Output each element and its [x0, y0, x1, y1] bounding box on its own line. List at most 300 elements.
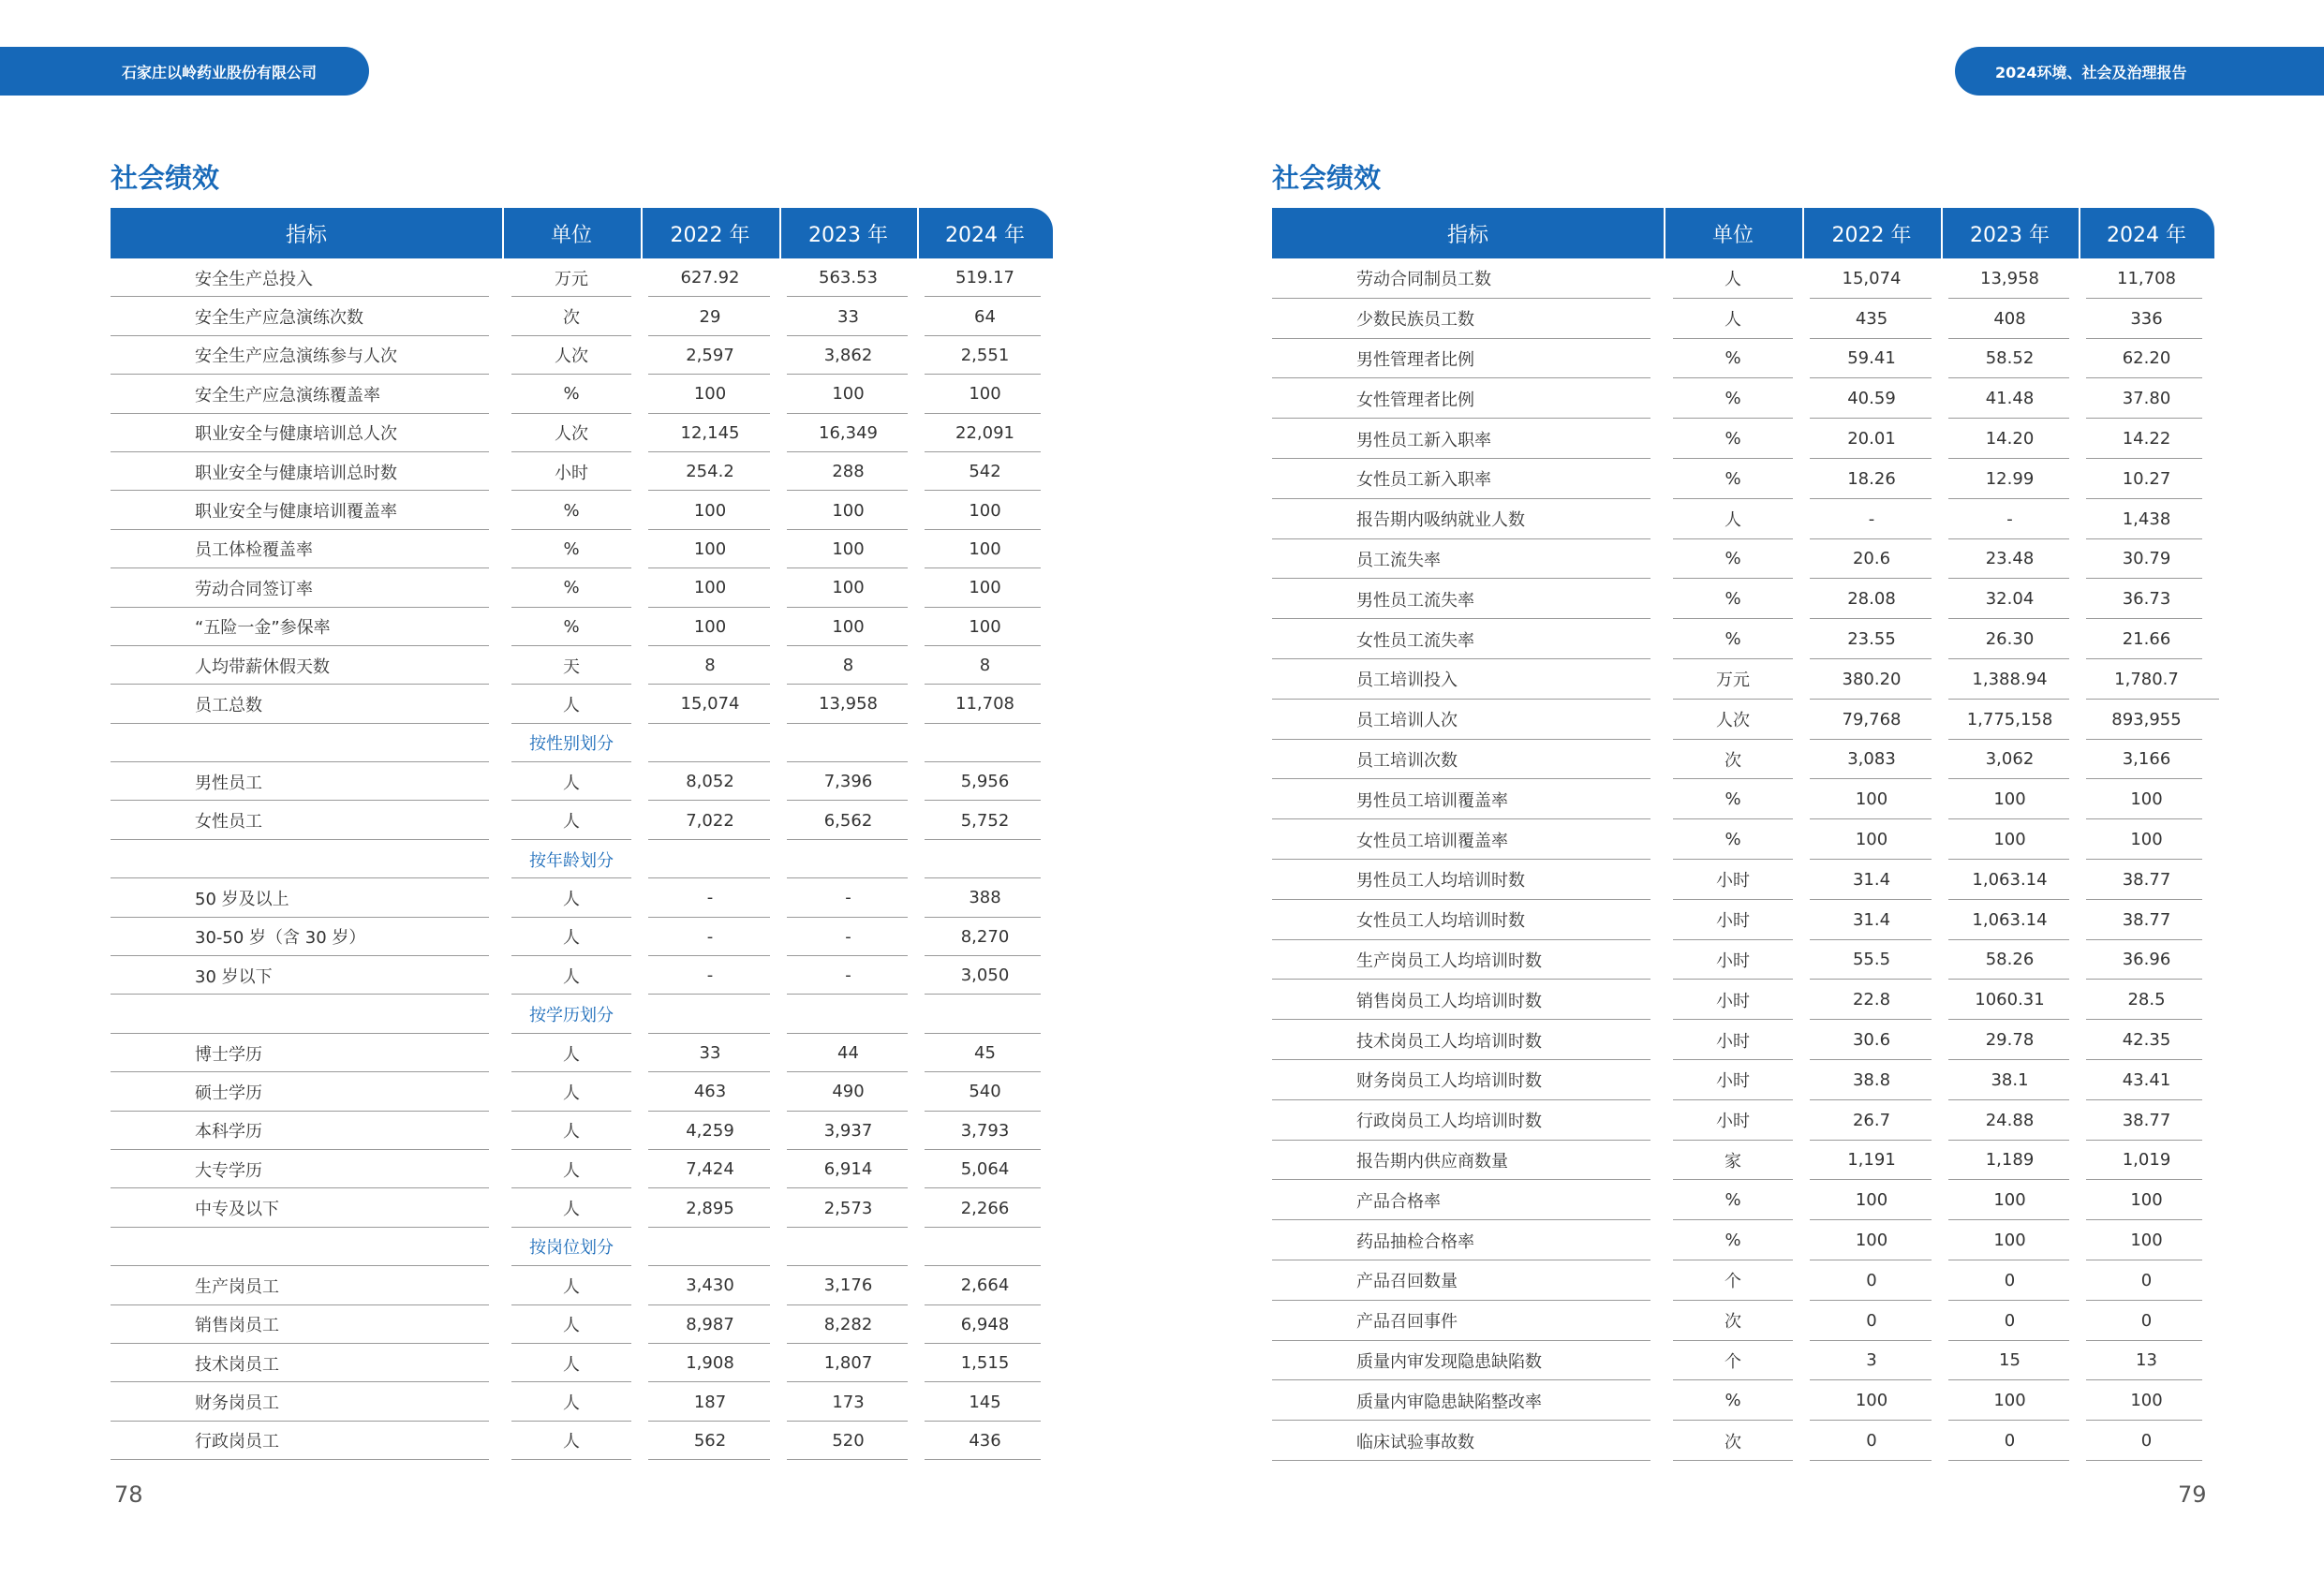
table-row: [1272, 819, 2214, 860]
value-2024: 28.5: [2127, 990, 2166, 1010]
column-header: 2022 年: [1831, 223, 1912, 247]
unit-cell: %: [1724, 348, 1741, 369]
value-2024: 6,948: [960, 1314, 1010, 1334]
header-divider: [917, 208, 919, 258]
value-2023: 1060.31: [1975, 990, 2045, 1010]
unit-cell: %: [1724, 389, 1741, 409]
value-2023: 13,958: [1980, 268, 2039, 288]
indicator-name: 30-50 岁（含 30 岁）: [195, 928, 366, 949]
value-2024: 3,166: [2122, 749, 2171, 770]
value-2024: 2,664: [960, 1275, 1010, 1296]
unit-cell: %: [1724, 429, 1741, 450]
value-2024: 1,019: [2122, 1150, 2171, 1171]
value-2022: 7,022: [686, 810, 734, 831]
value-2023: 33: [837, 306, 859, 327]
indicator-name: 安全生产应急演练覆盖率: [195, 385, 380, 405]
indicator-name: 职业安全与健康培训覆盖率: [195, 502, 397, 523]
table-header: [111, 208, 1053, 258]
left-page-number: 78: [114, 1481, 143, 1508]
value-2023: -: [845, 888, 851, 908]
indicator-name: 中专及以下: [195, 1200, 279, 1220]
value-2023: 100: [832, 538, 865, 559]
value-2023: 29.78: [1985, 1030, 2035, 1051]
value-2022: 100: [693, 500, 727, 521]
value-2024: 36.73: [2122, 589, 2171, 610]
unit-cell: 人: [1724, 310, 1741, 331]
value-2023: 0: [2004, 1431, 2016, 1451]
indicator-name: 产品合格率: [1356, 1191, 1441, 1212]
unit-cell: 万元: [555, 269, 588, 289]
header-divider: [2079, 208, 2080, 258]
unit-cell: 小时: [1716, 1112, 1750, 1132]
indicator-name: 职业安全与健康培训总人次: [195, 424, 397, 445]
table-row: [111, 375, 1053, 413]
table-row: [111, 1382, 1053, 1421]
table-row: [1272, 258, 2214, 299]
indicator-name: 临床试验事故数: [1356, 1432, 1474, 1452]
indicator-name: 销售岗员工: [195, 1316, 279, 1336]
unit-cell: 人: [563, 1044, 580, 1065]
header-divider: [1941, 208, 1943, 258]
table-row: [1272, 1341, 2214, 1381]
table-row: [1272, 299, 2214, 339]
value-2024: 62.20: [2122, 348, 2171, 369]
value-2022: 100: [1855, 1391, 1888, 1411]
row-divider: [1810, 1460, 1932, 1461]
value-2024: 100: [2130, 1190, 2163, 1211]
value-2023: 8,282: [823, 1314, 873, 1334]
indicator-name: 职业安全与健康培训总时数: [195, 463, 397, 483]
value-2023: 100: [832, 384, 865, 405]
table-row: [1272, 1100, 2214, 1141]
value-2022: 2,895: [686, 1198, 734, 1218]
header-divider: [641, 208, 643, 258]
value-2024: 38.77: [2122, 1110, 2171, 1130]
left-data-table: [111, 208, 1053, 1460]
row-divider: [1948, 1460, 2069, 1461]
table-row: [1272, 539, 2214, 580]
table-row: [1272, 1020, 2214, 1060]
table-row: [111, 258, 1053, 297]
unit-cell: 人: [563, 1276, 580, 1297]
value-2022: 435: [1855, 308, 1888, 329]
table-row: [111, 801, 1053, 839]
company-name: 石家庄以岭药业股份有限公司: [122, 63, 318, 81]
report-header: [1955, 47, 2324, 96]
indicator-name: 女性员工流失率: [1356, 630, 1474, 651]
indicator-name: 行政岗员工人均培训时数: [1356, 1112, 1542, 1132]
unit-cell: 人: [563, 773, 580, 793]
value-2023: 173: [832, 1392, 865, 1412]
value-2023: 520: [832, 1430, 865, 1451]
value-2023: 288: [832, 462, 865, 482]
table-row: [111, 1266, 1053, 1304]
indicator-name: 人均带薪休假天数: [195, 656, 330, 677]
value-2023: 563.53: [819, 268, 878, 288]
row-divider: [1272, 1460, 1650, 1461]
value-2024: 1,515: [960, 1353, 1010, 1374]
value-2023: 44: [837, 1043, 859, 1063]
value-2023: 100: [1993, 1190, 2026, 1211]
unit-cell: %: [1724, 468, 1741, 489]
unit-cell: %: [563, 616, 580, 637]
unit-cell: %: [1724, 1391, 1741, 1411]
table-row: [111, 1150, 1053, 1188]
value-2022: 627.92: [680, 268, 740, 288]
value-2022: 4,259: [686, 1120, 734, 1141]
value-2023: 15: [1999, 1350, 2021, 1371]
value-2023: 7,396: [823, 772, 873, 792]
value-2024: 100: [2130, 1391, 2163, 1411]
indicator-name: 员工培训投入: [1356, 671, 1458, 691]
column-header: 2024 年: [2107, 223, 2186, 247]
unit-cell: %: [1724, 549, 1741, 569]
unit-cell: 小时: [1716, 991, 1750, 1011]
segment-label: 按性别划分: [529, 734, 614, 755]
value-2024: 1,438: [2122, 508, 2171, 529]
value-2024: 45: [974, 1043, 996, 1063]
value-2022: 2,597: [686, 345, 734, 365]
indicator-name: 劳动合同制员工数: [1356, 270, 1491, 290]
value-2023: 3,062: [1985, 749, 2035, 770]
value-2024: 30.79: [2122, 549, 2171, 569]
value-2024: 542: [969, 462, 1001, 482]
table-row: [111, 297, 1053, 335]
value-2023: 1,807: [823, 1353, 873, 1374]
value-2022: 1,191: [1847, 1150, 1896, 1171]
table-row: [1272, 339, 2214, 379]
value-2022: 38.8: [1852, 1069, 1891, 1090]
indicator-name: 男性员工: [195, 773, 262, 793]
value-2022: 15,074: [1842, 268, 1902, 288]
indicator-name: 博士学历: [195, 1044, 262, 1065]
value-2023: 41.48: [1985, 389, 2035, 409]
right-data-table: [1272, 208, 2214, 1461]
segment-label: 按学历划分: [529, 1006, 614, 1026]
value-2023: 1,388.94: [1972, 669, 2048, 689]
indicator-name: 劳动合同签订率: [195, 579, 313, 599]
table-row: [111, 685, 1053, 723]
value-2023: -: [845, 926, 851, 947]
row-divider: [1673, 1460, 1793, 1461]
value-2022: 380.20: [1842, 669, 1902, 689]
indicator-name: 少数民族员工数: [1356, 310, 1474, 331]
indicator-name: 女性员工人均培训时数: [1356, 911, 1525, 932]
table-row: [1272, 419, 2214, 459]
value-2023: 100: [1993, 789, 2026, 810]
report-name: 2024环境、社会及治理报告: [1995, 63, 2187, 81]
value-2022: -: [1868, 508, 1875, 529]
column-header: 2024 年: [945, 223, 1025, 247]
unit-cell: %: [563, 384, 580, 405]
value-2022: 31.4: [1852, 869, 1891, 890]
indicator-name: 质量内审隐患缺陷整改率: [1356, 1392, 1542, 1412]
unit-cell: 人: [563, 695, 580, 715]
table-row: [1272, 1260, 2214, 1301]
unit-cell: 人: [563, 928, 580, 949]
value-2023: 14.20: [1985, 429, 2035, 450]
value-2022: 100: [1855, 830, 1888, 850]
value-2022: 254.2: [686, 462, 734, 482]
table-row: [1272, 1301, 2214, 1341]
column-header: 2022 年: [670, 223, 750, 247]
unit-cell: 小时: [1716, 911, 1750, 932]
value-2023: 0: [2004, 1310, 2016, 1331]
value-2024: 38.77: [2122, 869, 2171, 890]
unit-cell: 小时: [1716, 1031, 1750, 1052]
value-2022: 15,074: [680, 694, 740, 715]
table-row: [1272, 1220, 2214, 1260]
value-2024: 0: [2140, 1431, 2153, 1451]
value-2024: 13: [2136, 1350, 2157, 1371]
value-2024: 1,780.7: [2114, 669, 2179, 689]
value-2024: 3,793: [960, 1120, 1010, 1141]
table-row: [1272, 940, 2214, 980]
table-row: [111, 1034, 1053, 1072]
unit-cell: 小时: [1716, 1071, 1750, 1092]
value-2022: 3: [1866, 1350, 1877, 1371]
value-2024: 5,752: [960, 810, 1010, 831]
table-row: [111, 414, 1053, 452]
unit-cell: %: [1724, 1190, 1741, 1211]
row-divider: [511, 1459, 631, 1460]
value-2023: -: [845, 965, 851, 986]
table-row: [111, 568, 1053, 607]
unit-cell: %: [1724, 629, 1741, 650]
unit-cell: %: [1724, 589, 1741, 610]
value-2023: 100: [1993, 830, 2026, 850]
value-2024: 42.35: [2122, 1030, 2171, 1051]
unit-cell: 天: [563, 656, 580, 677]
value-2023: 3,176: [823, 1275, 873, 1296]
value-2022: 1,908: [686, 1353, 734, 1374]
value-2024: 100: [2130, 789, 2163, 810]
row-divider: [648, 1459, 770, 1460]
table-row: [1272, 659, 2214, 700]
value-2024: 100: [969, 616, 1001, 637]
column-header: 指标: [285, 223, 327, 247]
value-2023: 6,914: [823, 1159, 873, 1180]
value-2022: 23.55: [1847, 629, 1896, 650]
header-divider: [502, 208, 504, 258]
value-2024: 336: [2130, 308, 2163, 329]
value-2024: 5,956: [960, 772, 1010, 792]
value-2022: 100: [1855, 1231, 1888, 1251]
value-2023: 100: [1993, 1231, 2026, 1251]
unit-cell: 次: [1724, 1432, 1741, 1452]
table-row: [111, 530, 1053, 568]
value-2023: 2,573: [823, 1198, 873, 1218]
value-2024: 388: [969, 888, 1001, 908]
value-2024: 38.77: [2122, 909, 2171, 930]
value-2023: 1,063.14: [1972, 909, 2048, 930]
value-2022: 8,987: [686, 1314, 734, 1334]
indicator-name: 安全生产总投入: [195, 269, 313, 289]
unit-cell: 次: [1724, 1312, 1741, 1333]
unit-cell: 小时: [1716, 871, 1750, 892]
value-2023: 12.99: [1985, 468, 2035, 489]
indicator-name: 50 岁及以上: [195, 889, 289, 909]
unit-cell: 家: [1724, 1151, 1741, 1172]
unit-cell: 人次: [555, 346, 588, 367]
unit-cell: %: [563, 500, 580, 521]
value-2023: -: [2006, 508, 2013, 529]
table-row: [1272, 378, 2214, 419]
table-header: [1272, 208, 2214, 258]
unit-cell: 小时: [555, 463, 588, 483]
unit-cell: 人: [1724, 270, 1741, 290]
value-2022: -: [706, 965, 714, 986]
value-2022: 20.01: [1847, 429, 1896, 450]
value-2022: -: [706, 888, 714, 908]
table-row: [1272, 1060, 2214, 1100]
indicator-name: 女性员工培训覆盖率: [1356, 831, 1508, 851]
value-2023: 100: [1993, 1391, 2026, 1411]
table-row: [111, 336, 1053, 375]
indicator-name: 生产岗员工: [195, 1276, 279, 1297]
value-2022: 30.6: [1852, 1030, 1891, 1051]
table-row: [111, 1188, 1053, 1227]
unit-cell: %: [563, 578, 580, 598]
value-2022: 100: [693, 384, 727, 405]
table-row: [1272, 499, 2214, 539]
left-section-title: 社会绩效: [111, 162, 220, 194]
indicator-name: 报告期内供应商数量: [1356, 1151, 1508, 1172]
value-2023: 100: [832, 500, 865, 521]
table-segment-row: [111, 724, 1053, 762]
value-2022: 100: [1855, 1190, 1888, 1211]
table-row: [1272, 779, 2214, 819]
unit-cell: 人: [563, 1200, 580, 1220]
value-2022: 29: [699, 306, 721, 327]
indicator-name: 30 岁以下: [195, 966, 273, 987]
indicator-name: 技术岗员工: [195, 1354, 279, 1375]
unit-cell: 人: [563, 1393, 580, 1414]
column-header: 2023 年: [808, 223, 888, 247]
value-2023: 100: [832, 578, 865, 598]
table-row: [111, 956, 1053, 995]
value-2022: 20.6: [1852, 549, 1891, 569]
value-2022: 0: [1866, 1310, 1877, 1331]
value-2022: 100: [693, 578, 727, 598]
value-2023: 32.04: [1985, 589, 2035, 610]
indicator-name: 员工流失率: [1356, 550, 1441, 570]
table-row: [1272, 980, 2214, 1020]
value-2022: 79,768: [1842, 709, 1902, 730]
segment-label: 按岗位划分: [529, 1238, 614, 1259]
value-2023: 0: [2004, 1270, 2016, 1290]
indicator-name: 女性员工新入职率: [1356, 470, 1491, 491]
table-row: [111, 491, 1053, 529]
unit-cell: 个: [1724, 1351, 1741, 1372]
value-2024: 8: [979, 656, 991, 676]
value-2024: 37.80: [2122, 389, 2171, 409]
unit-cell: 人: [563, 889, 580, 909]
value-2023: 24.88: [1985, 1110, 2035, 1130]
indicator-name: 男性管理者比例: [1356, 349, 1474, 370]
value-2024: 540: [969, 1082, 1001, 1102]
value-2023: 6,562: [823, 810, 873, 831]
table-row: [111, 1072, 1053, 1111]
table-row: [111, 918, 1053, 956]
value-2022: 100: [693, 538, 727, 559]
table-row: [111, 1344, 1053, 1382]
unit-cell: 人: [563, 812, 580, 833]
indicator-name: 女性员工: [195, 812, 262, 833]
table-row: [111, 608, 1053, 646]
row-divider: [2086, 1460, 2202, 1461]
indicator-name: 员工总数: [195, 695, 262, 715]
unit-cell: 万元: [1716, 671, 1750, 691]
unit-cell: %: [563, 538, 580, 559]
value-2022: 28.08: [1847, 589, 1896, 610]
row-divider: [111, 1459, 489, 1460]
value-2023: 23.48: [1985, 549, 2035, 569]
table-segment-row: [111, 840, 1053, 878]
unit-cell: 人: [563, 1160, 580, 1181]
value-2023: 1,189: [1985, 1150, 2035, 1171]
indicator-name: 药品抽检合格率: [1356, 1231, 1474, 1252]
value-2024: 21.66: [2122, 629, 2171, 650]
row-divider: [787, 1459, 908, 1460]
value-2023: 58.52: [1985, 348, 2035, 369]
header-divider: [1664, 208, 1665, 258]
table-row: [1272, 579, 2214, 619]
value-2024: 10.27: [2122, 468, 2171, 489]
value-2024: 100: [969, 500, 1001, 521]
unit-cell: 人次: [1716, 711, 1750, 731]
indicator-name: 员工培训人次: [1356, 711, 1458, 731]
value-2022: 0: [1866, 1270, 1877, 1290]
indicator-name: 男性员工培训覆盖率: [1356, 790, 1508, 811]
unit-cell: 个: [1724, 1272, 1741, 1292]
value-2022: 18.26: [1847, 468, 1896, 489]
table-row: [111, 878, 1053, 917]
unit-cell: 人: [563, 1122, 580, 1142]
unit-cell: 小时: [1716, 951, 1750, 971]
indicator-name: 安全生产应急演练次数: [195, 308, 363, 329]
table-segment-row: [111, 995, 1053, 1033]
value-2023: 16,349: [819, 422, 878, 443]
value-2024: 2,551: [960, 345, 1010, 365]
value-2024: 11,708: [955, 694, 1014, 715]
value-2022: 40.59: [1847, 389, 1896, 409]
column-header: 2023 年: [1970, 223, 2050, 247]
table-segment-row: [111, 1228, 1053, 1266]
value-2023: 490: [832, 1082, 865, 1102]
indicator-name: 男性员工流失率: [1356, 590, 1474, 611]
value-2024: 3,050: [960, 965, 1010, 986]
company-header: [0, 47, 369, 96]
unit-cell: 人: [563, 966, 580, 987]
unit-cell: 人: [563, 1083, 580, 1103]
value-2022: 31.4: [1852, 909, 1891, 930]
indicator-name: 质量内审发现隐患缺陷数: [1356, 1351, 1542, 1372]
value-2022: 26.7: [1852, 1110, 1891, 1130]
value-2022: 22.8: [1852, 990, 1891, 1010]
indicator-name: 行政岗员工: [195, 1432, 279, 1452]
value-2022: 7,424: [686, 1159, 734, 1180]
column-header: 单位: [1711, 223, 1754, 247]
indicator-name: 男性员工人均培训时数: [1356, 871, 1525, 892]
value-2024: 436: [969, 1430, 1001, 1451]
value-2023: 3,862: [823, 345, 873, 365]
value-2022: 12,145: [680, 422, 740, 443]
table-row: [1272, 459, 2214, 499]
value-2022: 187: [693, 1392, 727, 1412]
unit-cell: 人: [563, 1354, 580, 1375]
value-2024: 100: [969, 384, 1001, 405]
